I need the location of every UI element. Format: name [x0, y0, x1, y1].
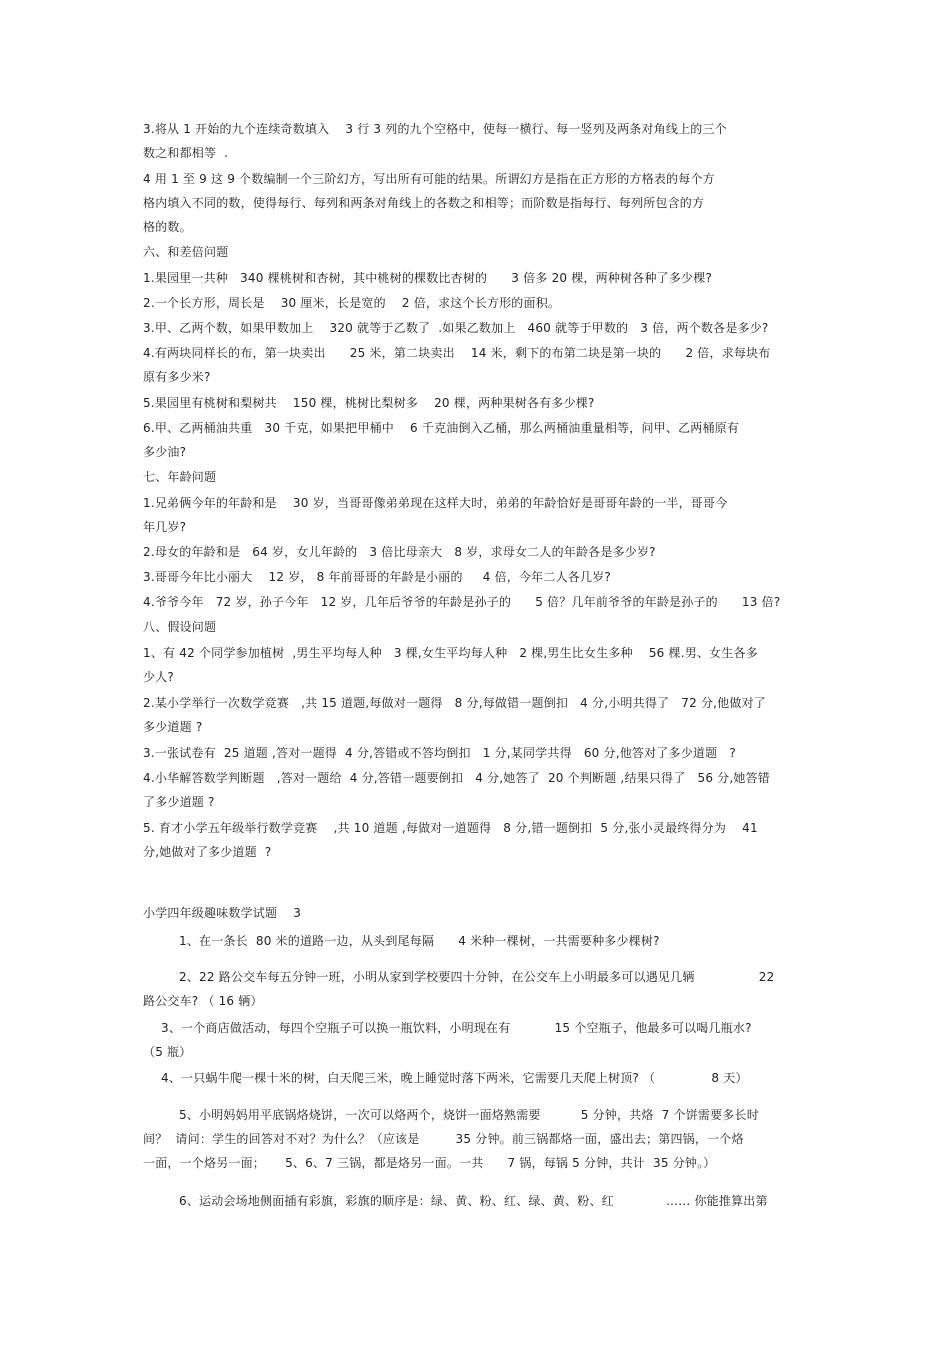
s8-question-2-line-1: 2.某小学举行一次数学竞赛 ,共 15 道题,每做对一题得 8 分,每做错一题倒扣 4 分,小明共得了 72 分,他做对了	[143, 696, 766, 710]
s8-question-3: 3.一张试卷有 25 道题 ,答对一题得 4 分,答错或不答均倒扣 1 分,某同学共得 60 分,他答对了多少道题 ?	[143, 746, 736, 760]
section-heading-7: 七、年龄问题	[143, 470, 217, 484]
s7-question-3: 3.哥哥今年比小丽大 12 岁， 8 年前哥哥的年龄是小丽的 4 倍，今年二人各几岁?	[143, 570, 611, 584]
s6-question-3: 3.甲、乙两个数，如果甲数加上 320 就等于乙数了 .如果乙数加上 460 就等于甲数的 3 倍，两个数各是多少?	[143, 321, 769, 335]
s8-question-1-line-2: 少人?	[143, 670, 174, 684]
fun-question-1: 1、在一条长 80 米的道路一边，从头到尾每隔 4 米种一棵树，一共需要种多少棵树?	[179, 934, 660, 948]
problem-4-line-3: 格的数。	[143, 220, 192, 234]
s8-question-5-line-1: 5. 育才小学五年级举行数学竞赛 ,共 10 道题 ,每做对一道题得 8 分,错一题倒扣 5 分,张小灵最终得分为 41	[143, 821, 758, 835]
s6-question-5: 5.果园里有桃树和梨树共 150 棵，桃树比梨树多 20 棵，两种果树各有多少棵?	[143, 396, 595, 410]
problem-3-line-1: 3.将从 1 开始的九个连续奇数填入 3 行 3 列的九个空格中，使每一横行、每一竖列及两条对角线上的三个	[143, 122, 727, 136]
s8-question-4-line-2: 了多少道题 ?	[143, 795, 215, 809]
s7-question-2: 2.母女的年龄和是 64 岁，女儿年龄的 3 倍比母亲大 8 岁，求母女二人的年龄各是多少岁?	[143, 545, 656, 559]
s8-question-4-line-1: 4.小华解答数学判断题 ,答对一题给 4 分,答错一题要倒扣 4 分,她答了 20 个判断题 ,结果只得了 56 分,她答错	[143, 771, 770, 785]
fun-question-5-line-2: 间？ 请问：学生的回答对不对？为什么？（应该是 35 分钟。前三锅都烙一面，盛出去；第四锅，一个烙	[143, 1132, 744, 1146]
s6-question-6-line-2: 多少油?	[143, 445, 187, 459]
test-title: 小学四年级趣味数学试题 3	[143, 906, 302, 920]
fun-question-2-line-1: 2、22 路公交车每五分钟一班，小明从家到学校要四十分钟，在公交车上小明最多可以遇见几辆 22	[179, 970, 775, 984]
s6-question-1: 1.果园里一共种 340 棵桃树和杏树，其中桃树的棵数比杏树的 3 倍多 20 棵，两种树各种了多少棵?	[143, 271, 713, 285]
s6-question-4-line-1: 4.有两块同样长的布，第一块卖出 25 米，第二块卖出 14 米，剩下的布第二块是第一块的 2 倍，求每块布	[143, 346, 771, 360]
problem-4-line-1: 4 用 1 至 9 这 9 个数编制一个三阶幻方，写出所有可能的结果。所谓幻方是指在正方形的方格表的每个方	[143, 172, 715, 186]
fun-question-5-line-1: 5、小明妈妈用平底锅烙烧饼，一次可以烙两个，烧饼一面烙熟需要 5 分钟，共烙 7 个饼需要多长时	[179, 1108, 759, 1122]
fun-question-3-line-1: 3、一个商店做活动，每四个空瓶子可以换一瓶饮料，小明现在有 15 个空瓶子，他最多可以喝几瓶水?	[161, 1021, 752, 1035]
s6-question-2: 2.一个长方形，周长是 30 厘米，长是宽的 2 倍，求这个长方形的面积。	[143, 296, 561, 310]
section-heading-6: 六、和差倍问题	[143, 245, 229, 259]
s7-question-1-line-2: 年几岁?	[143, 520, 187, 534]
problem-4-line-2: 格内填入不同的数，使得每行、每列和两条对角线上的各数之和相等；而阶数是指每行、每列所包含的方	[143, 196, 705, 210]
fun-question-5-line-3: 一面，一个烙另一面； 5、6、7 三锅，都是烙另一面。一共 7 锅，每锅 5 分钟，共计 35 分钟。）	[143, 1156, 716, 1170]
fun-question-4: 4、一只蜗牛爬一棵十米的树，白天爬三米，晚上睡觉时落下两米，它需要几天爬上树顶? （ 8 天）	[161, 1071, 748, 1085]
section-heading-8: 八、假设问题	[143, 620, 217, 634]
problem-3-line-2: 数之和都相等 .	[143, 146, 229, 160]
fun-question-6: 6、运动会场地侧面插有彩旗，彩旗的顺序是：绿、黄、粉、红、绿、黄、粉、红 …… 你能推算出第	[179, 1194, 768, 1208]
fun-question-2-line-2: 路公交车? （ 16 辆）	[143, 994, 263, 1008]
s6-question-4-line-2: 原有多少米?	[143, 370, 211, 384]
fun-question-3-line-2: （5 瓶）	[143, 1045, 192, 1059]
s7-question-4: 4.爷爷今年 72 岁，孙子今年 12 岁，几年后爷爷的年龄是孙子的 5 倍？几年前爷爷的年龄是孙子的 13 倍?	[143, 595, 781, 609]
s6-question-6-line-1: 6.甲、乙两桶油共重 30 千克，如果把甲桶中 6 千克油倒入乙桶，那么两桶油重量相等，问甲、乙两桶原有	[143, 421, 740, 435]
s8-question-2-line-2: 多少道题 ?	[143, 720, 203, 734]
s8-question-5-line-2: 分,她做对了多少道题 ?	[143, 845, 272, 859]
s7-question-1-line-1: 1.兄弟俩今年的年龄和是 30 岁，当哥哥像弟弟现在这样大时，弟弟的年龄恰好是哥哥年龄的一半，哥哥今	[143, 496, 728, 510]
s8-question-1-line-1: 1、有 42 个同学参加植树 ,男生平均每人种 3 棵,女生平均每人种 2 棵,男生比女生多种 56 棵.男、女生各多	[143, 646, 758, 660]
